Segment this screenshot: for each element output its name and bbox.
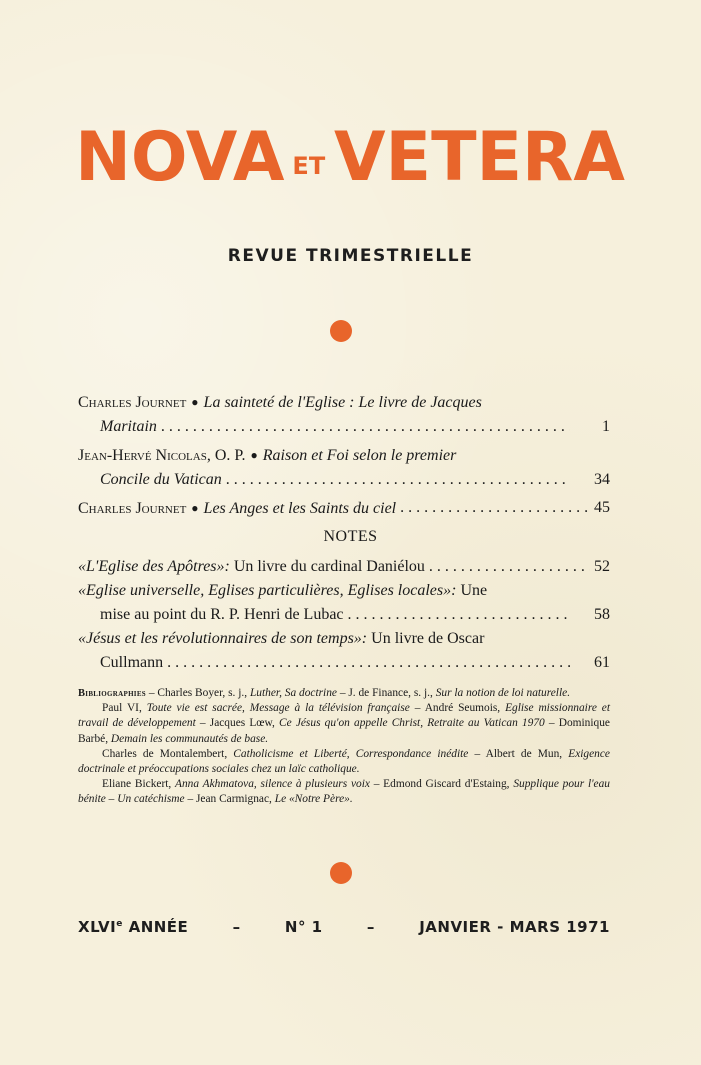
bullet-icon: ● bbox=[247, 448, 261, 462]
leader-dots bbox=[161, 415, 570, 439]
biblio-author: – Jacques Lœw, bbox=[195, 717, 280, 730]
note-title: «Eglise universelle, Eglises particulières, Eglises locales»: bbox=[78, 582, 457, 599]
biblio-paragraph bbox=[78, 686, 610, 701]
toc-title: La sainteté de l'Eglise : Le livre de Jacques bbox=[203, 394, 482, 411]
biblio-author: Eliane Bickert, bbox=[102, 778, 176, 791]
biblio-title: Demain les communautés de base. bbox=[110, 732, 269, 745]
note-page: 52 bbox=[594, 558, 610, 575]
bibliography-section bbox=[78, 686, 610, 808]
biblio-paragraph bbox=[78, 777, 610, 807]
volume-year bbox=[78, 918, 188, 936]
notes-heading: NOTES bbox=[323, 528, 378, 545]
biblio-author: Charles de Montalembert, bbox=[102, 747, 234, 760]
table-of-contents bbox=[78, 390, 610, 521]
note-title: «L'Eglise des Apôtres»: bbox=[78, 558, 230, 575]
biblio-author: – Albert de Mun, bbox=[468, 747, 569, 760]
ornament-dot-bottom bbox=[330, 862, 352, 884]
leader-dots bbox=[400, 496, 590, 521]
note-entry bbox=[78, 555, 610, 579]
bullet-icon: ● bbox=[188, 395, 202, 409]
biblio-author: – J. de Finance, s. j., bbox=[336, 687, 436, 699]
toc-entry bbox=[78, 496, 610, 521]
biblio-title: Luther, Sa doctrine bbox=[249, 687, 337, 699]
footer-separator: – bbox=[366, 918, 375, 936]
biblio-author: – Charles Boyer, s. j., bbox=[146, 687, 250, 699]
issue-number: N° 1 bbox=[284, 918, 323, 936]
volume-numeral: XLVI bbox=[78, 918, 117, 936]
note-title: «Jésus et les révolutionnaires de son temps»: bbox=[78, 630, 368, 647]
biblio-title: Exigence doctrinale et préoccupations sociales chez un laïc catholique. bbox=[78, 747, 610, 776]
toc-entry bbox=[78, 390, 610, 439]
toc-author: Charles Journet bbox=[78, 394, 187, 411]
note-desc: Un livre de Oscar bbox=[371, 630, 485, 647]
leader-dots bbox=[226, 468, 570, 492]
leader-dots bbox=[429, 555, 590, 579]
volume-suffix: e bbox=[116, 919, 123, 929]
biblio-author: – Edmond Giscard d'Estaing, bbox=[369, 778, 514, 791]
toc-page: 1 bbox=[602, 418, 610, 435]
toc-page: 34 bbox=[594, 471, 610, 488]
biblio-title: Catholicisme et Liberté, Correspondance inédite bbox=[233, 747, 469, 760]
toc-title: Les Anges et les Saints du ciel bbox=[203, 500, 397, 517]
footer-separator: – bbox=[232, 918, 241, 936]
biblio-title: Le «Notre Père». bbox=[274, 793, 353, 806]
masthead-word-nova: NOVA bbox=[75, 118, 285, 197]
note-desc: Un livre du cardinal Daniélou bbox=[233, 558, 425, 575]
biblio-paragraph bbox=[78, 747, 610, 777]
toc-author: Jean-Hervé Nicolas, O. P. bbox=[78, 447, 246, 464]
note-desc-cont: Cullmann bbox=[100, 654, 164, 671]
toc-title: Raison et Foi selon le premier bbox=[262, 447, 457, 464]
bullet-icon: ● bbox=[188, 501, 202, 515]
toc-title-cont: Concile du Vatican bbox=[100, 471, 222, 488]
ornament-dot-top bbox=[330, 320, 352, 342]
toc-title-cont: Maritain bbox=[100, 418, 157, 435]
note-page: 61 bbox=[594, 654, 610, 671]
biblio-title: Ce Jésus qu'on appelle Christ, Retraite au Vatican 1970 bbox=[279, 717, 545, 730]
leader-dots bbox=[167, 651, 570, 675]
biblio-author: Paul VI, bbox=[102, 702, 147, 715]
toc-entry bbox=[78, 443, 610, 492]
leader-dots bbox=[348, 603, 570, 627]
biblio-title: Toute vie est sacrée, Message à la télévision française bbox=[146, 702, 410, 715]
issue-footer bbox=[78, 918, 610, 936]
note-page: 58 bbox=[594, 606, 610, 623]
issue-period: JANVIER - MARS 1971 bbox=[419, 918, 610, 936]
note-entry bbox=[78, 579, 610, 627]
biblio-title: Sur la notion de loi naturelle. bbox=[435, 687, 571, 699]
biblio-label: Bibliographies bbox=[78, 688, 146, 699]
biblio-title: Eglise missionnaire et travail de développement bbox=[78, 702, 611, 730]
biblio-title: Anna Akhmatova, silence à plusieurs voix bbox=[175, 778, 370, 791]
toc-page: 45 bbox=[594, 499, 610, 516]
masthead-word-vetera: VETERA bbox=[334, 118, 626, 197]
journal-subtitle: REVUE TRIMESTRIELLE bbox=[227, 246, 474, 266]
biblio-paragraph bbox=[78, 701, 610, 747]
biblio-author: – Dominique Barbé, bbox=[78, 717, 610, 745]
journal-masthead bbox=[0, 118, 701, 197]
biblio-author: – André Seumois, bbox=[409, 702, 506, 715]
note-desc-cont: mise au point du R. P. Henri de Lubac bbox=[100, 606, 344, 623]
biblio-author: – Jean Carmignac, bbox=[184, 793, 275, 806]
biblio-title: Supplique pour l'eau bénite – Un catéchisme bbox=[78, 778, 610, 806]
note-entry bbox=[78, 627, 610, 675]
masthead-connector: ET bbox=[292, 152, 326, 180]
toc-author: Charles Journet bbox=[78, 500, 187, 517]
notes-list bbox=[78, 555, 610, 675]
volume-label: ANNÉE bbox=[122, 918, 189, 936]
note-desc: Une bbox=[460, 582, 488, 599]
